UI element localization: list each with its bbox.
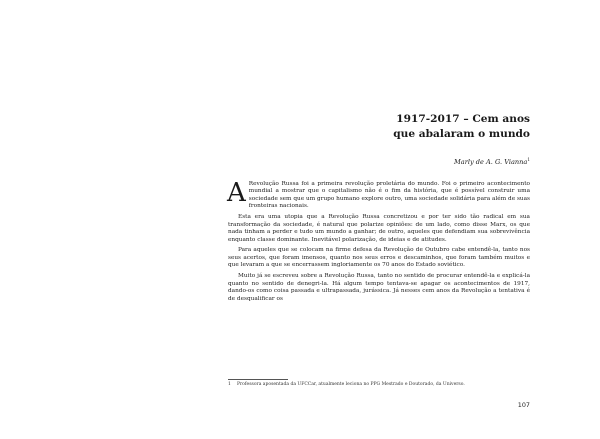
paragraph-3: Para aqueles que se colocam na firme defesa da Revolução de Outubro cabe entendê-la, tanto nos seus acertos, que foram imensos, quanto nos seus erros e descaminhos, que foram também muitos e que levaram a que se encerrassem ingloriamente os 70 anos do Estado soviético. xyxy=(228,247,530,269)
footnote xyxy=(228,382,530,388)
author-footnote-mark: 1 xyxy=(527,157,530,162)
paragraph-1-text: Revolução Russa foi a primeira revolução proletária do mundo. Foi o primeiro acontecimento mundial a mostrar que o capitalismo não é o fim da história, que é possível construir uma sociedade sem que um grupo humano explore outro, uma sociedade solidária para além de suas fronteiras nacionais. xyxy=(248,181,530,210)
page-number: 107 xyxy=(517,401,530,409)
footnote-divider xyxy=(228,379,288,380)
author-byline xyxy=(228,155,530,167)
paragraph-2: Esta era uma utopia que a Revolução Russa concretizou e por ter sido tão radical em sua transformação da sociedade, é natural que polarize opiniões: de um lado, como disse Marx, os que nada tinham a perder e tudo um mundo a ganhar; de outro, aqueles que defendiam sua sobrevivência enquanto classe dominante. Inevitável polarização, de ideias e de atitudes. xyxy=(228,214,530,243)
footnote-text: Professora aposentada da UFCCar, atualmente leciona no PPG Mestrado e Doutorado, da Universo. xyxy=(237,382,465,387)
author-name: Marly de A. G. Vianna xyxy=(454,158,528,167)
chapter-title-line-1: 1917-2017 – Cem anos xyxy=(396,113,530,125)
paragraph-1 xyxy=(227,178,530,211)
footnote-number: 1 xyxy=(228,382,231,387)
chapter-body xyxy=(227,178,530,306)
drop-cap: A xyxy=(227,178,246,208)
paragraph-4: Muito já se escreveu sobre a Revolução Russa, tanto no sentido de procurar entendê-la e explicá-la quanto no sentido de denegri-la. Há algum tempo tentava-se apagar os acontecimentos de 1917, dando-os como coisa passada e ultrapassada, jurássica. Já nesses cem anos da Revolução a tentativa é de desqualificar os xyxy=(228,273,530,302)
chapter-title-line-2: que abalaram o mundo xyxy=(393,128,530,140)
chapter-title xyxy=(228,112,530,142)
